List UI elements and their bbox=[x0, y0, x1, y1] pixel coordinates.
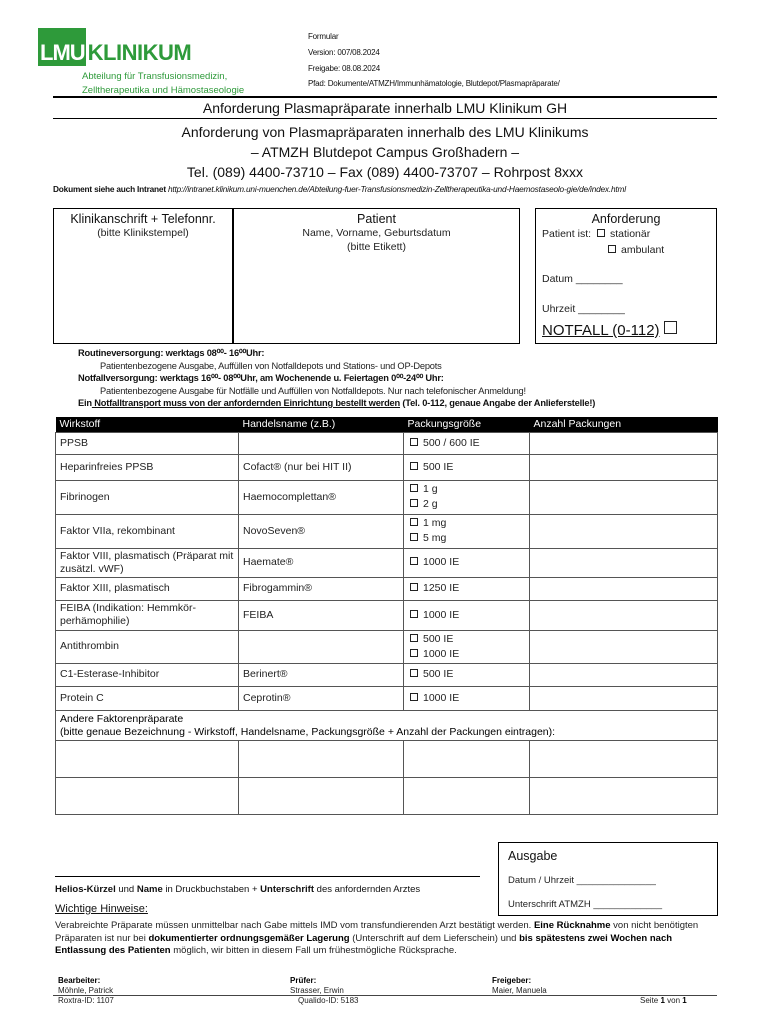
ambulant-option: ambulant bbox=[608, 244, 664, 256]
pack-checkbox[interactable] bbox=[410, 499, 418, 507]
footer-pruefer: Prüfer: Strasser, Erwin Qualido-ID: 5183 bbox=[290, 976, 359, 1005]
table-row: Protein C Ceprotin® 1000 IE bbox=[56, 686, 718, 710]
table-row: Faktor XIII, plasmatisch Fibrogammin® 1250 IE bbox=[56, 577, 718, 600]
other-row bbox=[56, 740, 718, 777]
stationaer-checkbox[interactable] bbox=[597, 229, 605, 237]
pack-checkbox[interactable] bbox=[410, 484, 418, 492]
other-packung-cell[interactable] bbox=[404, 777, 530, 814]
other-wirkstoff-cell[interactable] bbox=[56, 740, 239, 777]
col-handelsname: Handelsname (z.B.) bbox=[239, 417, 404, 432]
notfall-checkbox[interactable] bbox=[664, 321, 677, 334]
pack-checkbox[interactable] bbox=[410, 610, 418, 618]
anzahl-cell[interactable] bbox=[530, 663, 718, 686]
preparation-table bbox=[55, 417, 718, 815]
ambulant-checkbox[interactable] bbox=[608, 245, 616, 253]
anzahl-cell[interactable] bbox=[530, 432, 718, 454]
table-row: Fibrinogen Haemocomplettan® 1 g 2 g bbox=[56, 480, 718, 514]
request-box bbox=[535, 208, 717, 344]
divider bbox=[53, 118, 717, 119]
subtitle-line3: Tel. (089) 4400-73710 – Fax (089) 4400-73707 – Rohrpost 8xxx bbox=[186, 164, 584, 180]
meta-formular: Formular bbox=[308, 32, 339, 41]
signature-label: Helios-Kürzel und Name in Druckbuchstaben + Unterschrift des anfordernden Arztes bbox=[55, 884, 421, 895]
signature-line[interactable] bbox=[55, 876, 480, 877]
anzahl-cell[interactable] bbox=[530, 600, 718, 630]
col-packungsgroesse: Packungsgröße bbox=[404, 417, 530, 432]
logo-lmu: LMU bbox=[38, 28, 86, 66]
page-title: Anforderung Plasmapräparate innerhalb LMU Klinikum GH bbox=[202, 100, 568, 116]
footer-divider bbox=[53, 995, 717, 996]
page-number: Seite 1 von 1 bbox=[640, 996, 687, 1005]
pack-checkbox[interactable] bbox=[410, 518, 418, 526]
table-row: Heparinfreies PPSB Cofact® (nur bei HIT II) 500 IE bbox=[56, 454, 718, 480]
patient-status: Patient ist: stationär bbox=[542, 228, 651, 240]
logo-klinikum: KLINIKUM bbox=[87, 40, 192, 65]
table-row: Faktor VIIa, rekombinant NovoSeven® 1 mg 5 mg bbox=[56, 514, 718, 548]
table-row: FEIBA (Indikation: Hemmkör-perhämophilie) FEIBA 1000 IE bbox=[56, 600, 718, 630]
pack-checkbox[interactable] bbox=[410, 462, 418, 470]
col-wirkstoff: Wirkstoff bbox=[56, 417, 239, 432]
patient-box[interactable] bbox=[233, 208, 520, 344]
transport-note: Ein Notfalltransport muss von der anfordernden Einrichtung bestellt werden (Tel. 0-112, genaue Angabe der Anlieferstelle!) bbox=[78, 398, 596, 408]
pack-checkbox[interactable] bbox=[410, 669, 418, 677]
other-handelsname-cell[interactable] bbox=[239, 740, 404, 777]
intranet-link: Dokument siehe auch Intranet http://intranet.klinikum.uni-muenchen.de/Abteilung-fuer-Transfusionsmedizin-Zelltherapeutika-und-Haemostaseolo-gie/de/index.html bbox=[53, 184, 626, 194]
anzahl-cell[interactable] bbox=[530, 480, 718, 514]
col-anzahl: Anzahl Packungen bbox=[530, 417, 718, 432]
table-row: PPSB 500 / 600 IE bbox=[56, 432, 718, 454]
anzahl-cell[interactable] bbox=[530, 630, 718, 663]
divider bbox=[53, 96, 717, 98]
table-row: Antithrombin 500 IE 1000 IE bbox=[56, 630, 718, 663]
subtitle-line1: Anforderung von Plasmapräparaten innerhalb des LMU Klinikums bbox=[181, 124, 589, 140]
anzahl-cell[interactable] bbox=[530, 577, 718, 600]
subtitle-line2: – ATMZH Blutdepot Campus Großhadern – bbox=[250, 144, 520, 160]
ausgabe-box bbox=[498, 842, 718, 916]
ausgabe-unterschrift-field[interactable]: Unterschrift ATMZH _____________ bbox=[508, 899, 663, 910]
patient-box-hint: Name, Vorname, Geburtsdatum bbox=[302, 227, 451, 239]
anzahl-cell[interactable] bbox=[530, 686, 718, 710]
intranet-url[interactable]: http://intranet.klinikum.uni-muenchen.de/Abteilung-fuer-Transfusionsmedizin-Zelltherapeutika-und-Haemostaseolo-gie/de/index.html bbox=[165, 184, 626, 194]
footer-freigeber: Freigeber: Maier, Manuela bbox=[492, 976, 547, 995]
other-wirkstoff-cell[interactable] bbox=[56, 777, 239, 814]
uhrzeit-field[interactable]: Uhrzeit ________ bbox=[542, 303, 625, 315]
request-box-title: Anforderung bbox=[591, 212, 661, 226]
anzahl-cell[interactable] bbox=[530, 548, 718, 577]
clinic-box-hint: (bitte Klinikstempel) bbox=[97, 227, 189, 239]
pack-checkbox[interactable] bbox=[410, 583, 418, 591]
other-preparations-header: Andere Faktorenpräparate (bitte genaue Bezeichnung - Wirkstoff, Handelsname, Packungsgröße + Anzahl der Packungen eintragen): bbox=[56, 710, 718, 740]
datum-field[interactable]: Datum ________ bbox=[542, 273, 623, 285]
lmu-klinikum-logo bbox=[38, 26, 191, 66]
pack-checkbox[interactable] bbox=[410, 693, 418, 701]
pack-checkbox[interactable] bbox=[410, 649, 418, 657]
table-row: Faktor VIII, plasmatisch (Präparat mit zusätzl. vWF) Haemate® 1000 IE bbox=[56, 548, 718, 577]
other-anzahl-cell[interactable] bbox=[530, 777, 718, 814]
ausgabe-title: Ausgabe bbox=[508, 849, 558, 863]
pack-checkbox[interactable] bbox=[410, 557, 418, 565]
anzahl-cell[interactable] bbox=[530, 454, 718, 480]
meta-version: Version: 007/08.2024 bbox=[308, 48, 380, 57]
other-anzahl-cell[interactable] bbox=[530, 740, 718, 777]
footer-bearbeiter: Bearbeiter: Möhnle, Patrick Roxtra-ID: 1107 bbox=[58, 976, 114, 1005]
pack-checkbox[interactable] bbox=[410, 634, 418, 642]
anzahl-cell[interactable] bbox=[530, 514, 718, 548]
other-packung-cell[interactable] bbox=[404, 740, 530, 777]
other-handelsname-cell[interactable] bbox=[239, 777, 404, 814]
meta-freigabe: Freigabe: 08.08.2024 bbox=[308, 64, 381, 73]
other-row bbox=[56, 777, 718, 814]
hints-text: Verabreichte Präparate müssen unmittelbar nach Gabe mittels IMD vom transfundierenden Arzt bestätigt werden. Eine Rücknahme von nicht benötigten Präparaten ist nur bei dokumentierter ordnungsgemäßer Lagerung (Unterschrift auf dem Lieferschein) und bis spätestens zwei Wochen nach Entlassung des Patienten möglich, wir bitten in diesem Fall um frühestmögliche Rücksprache. bbox=[55, 920, 699, 956]
department-name: Abteilung für Transfusionsmedizin, Zelltherapeutika und Hämostaseologie bbox=[82, 71, 245, 96]
patient-box-title: Patient bbox=[357, 212, 396, 226]
table-row: C1-Esterase-Inhibitor Berinert® 500 IE bbox=[56, 663, 718, 686]
notfall-option: NOTFALL (0-112) bbox=[542, 321, 677, 339]
table-header bbox=[56, 417, 718, 432]
pack-checkbox[interactable] bbox=[410, 533, 418, 541]
pack-checkbox[interactable] bbox=[410, 438, 418, 446]
clinic-address-box[interactable] bbox=[53, 208, 233, 344]
meta-pfad: Pfad: Dokumente/ATMZH/Immunhämatologie, Blutdepot/Plasmapräparate/ bbox=[308, 79, 560, 88]
patient-box-hint: (bitte Etikett) bbox=[347, 241, 406, 253]
clinic-box-title: Klinikanschrift + Telefonnr. bbox=[70, 212, 216, 226]
hints-title: Wichtige Hinweise: bbox=[55, 903, 148, 915]
ausgabe-datum-field[interactable]: Datum / Uhrzeit _______________ bbox=[508, 875, 656, 886]
routine-info: Routineversorgung: werktags 08⁰⁰- 16⁰⁰Uhr: Patientenbezogene Ausgabe, Auffüllen von Notfalldepots und Stations- und OP-Depots Notfallversorgung: werktags 16⁰⁰- 08⁰⁰Uhr, am Wochenende u. Feiertagen 0⁰⁰-24⁰⁰ Uhr: Patientenbezogene Ausgabe für Notfälle und Auffüllen von Notfalldepots. Nur nach telefonischer Anmeldung! Ein Notfalltransport muss von der anfordernden Einrichtung bestellt werden (Tel. 0-112, genaue Angabe der Anlieferstelle!) bbox=[78, 348, 596, 408]
